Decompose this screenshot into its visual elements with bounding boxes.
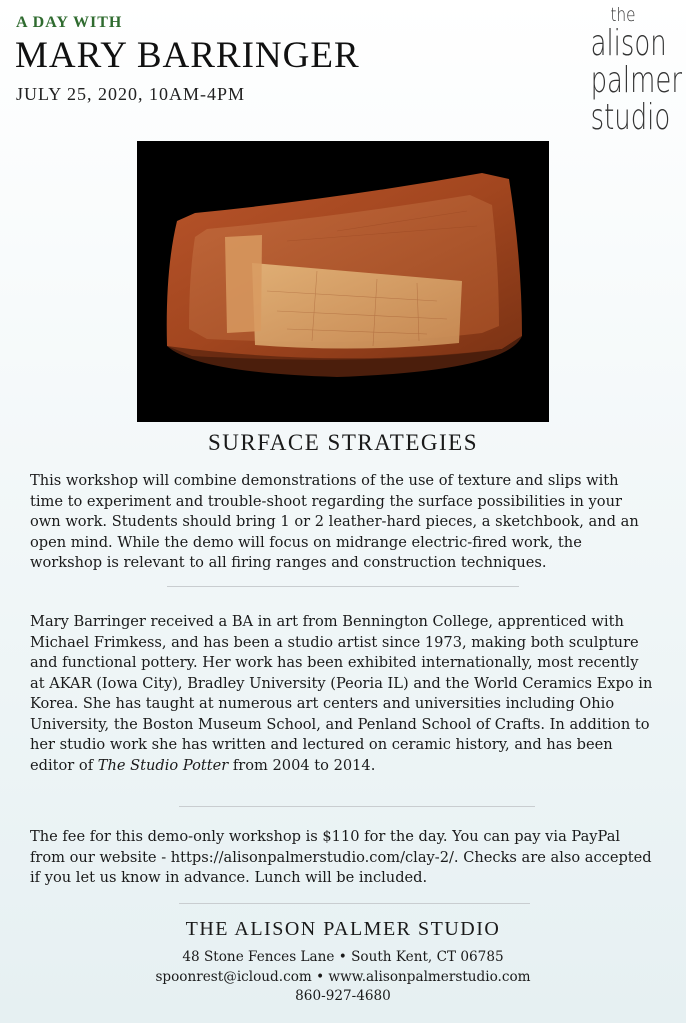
fee-info: The fee for this demo-only workshop is $110 for the day. You can pay via PayPal from our website - https://alisonpalmerstudio.com/clay-2/. Checks are also accepted if you let us know in advance. Lunch will be included.: [30, 828, 652, 886]
footer-phone: 860-927-4680: [295, 988, 391, 1004]
workshop-title: SURFACE STRATEGIES: [207, 430, 479, 455]
bio-text: Mary Barringer received a BA in art from Bennington College, apprenticed with Michael Frimkess, and has been a studio artist since 1973, making both sculpture and functional pottery. Her work has been exhibited internationally, most recently at AKAR (Iowa City), Bradley University (Peoria IL) and the World Ceramics Expo in Korea. She has taught at numerous art centers and universities including Ohio University, the Boston Museum School, and Penland School of Crafts. In addition to her studio work she has written and lectured on ceramic history, and has been editor of: [30, 613, 653, 774]
event-date: JULY 25, 2020, 10AM-4PM: [16, 84, 246, 104]
studio-logo: [578, 4, 682, 138]
artist-name: MARY BARRINGER: [15, 35, 360, 76]
divider: [179, 806, 535, 807]
logo-line-1: the: [610, 4, 636, 26]
artist-bio: [30, 612, 656, 776]
logo-line-3: palmer: [590, 60, 682, 101]
footer-studio-name: THE ALISON PALMER STUDIO: [185, 918, 501, 940]
footer-email-web: spoonrest@icloud.com • www.alisonpalmerstudio.com: [155, 969, 531, 985]
ceramic-piece-photo: [137, 141, 549, 422]
logo-line-2: alison: [590, 23, 667, 64]
logo-line-4: studio: [590, 97, 671, 138]
publication-title: The Studio Potter: [97, 756, 229, 774]
divider: [179, 903, 530, 904]
workshop-description: This workshop will combine demonstrations of the use of texture and slips with time to experiment and trouble-shoot regarding the surface possibilities in your own work. Students should bring 1 or 2 leather-hard pieces, a sketchbook, and an open mind. While the demo will focus on midrange electric-fired work, the workshop is relevant to all firing ranges and construction techniques.: [30, 472, 639, 571]
ceramic-tray-image: [137, 141, 549, 422]
footer-address: 48 Stone Fences Lane • South Kent, CT 06785: [182, 949, 504, 965]
divider: [167, 586, 519, 587]
bio-text-end: from 2004 to 2014.: [228, 756, 376, 774]
kicker: A DAY WITH: [16, 14, 123, 31]
